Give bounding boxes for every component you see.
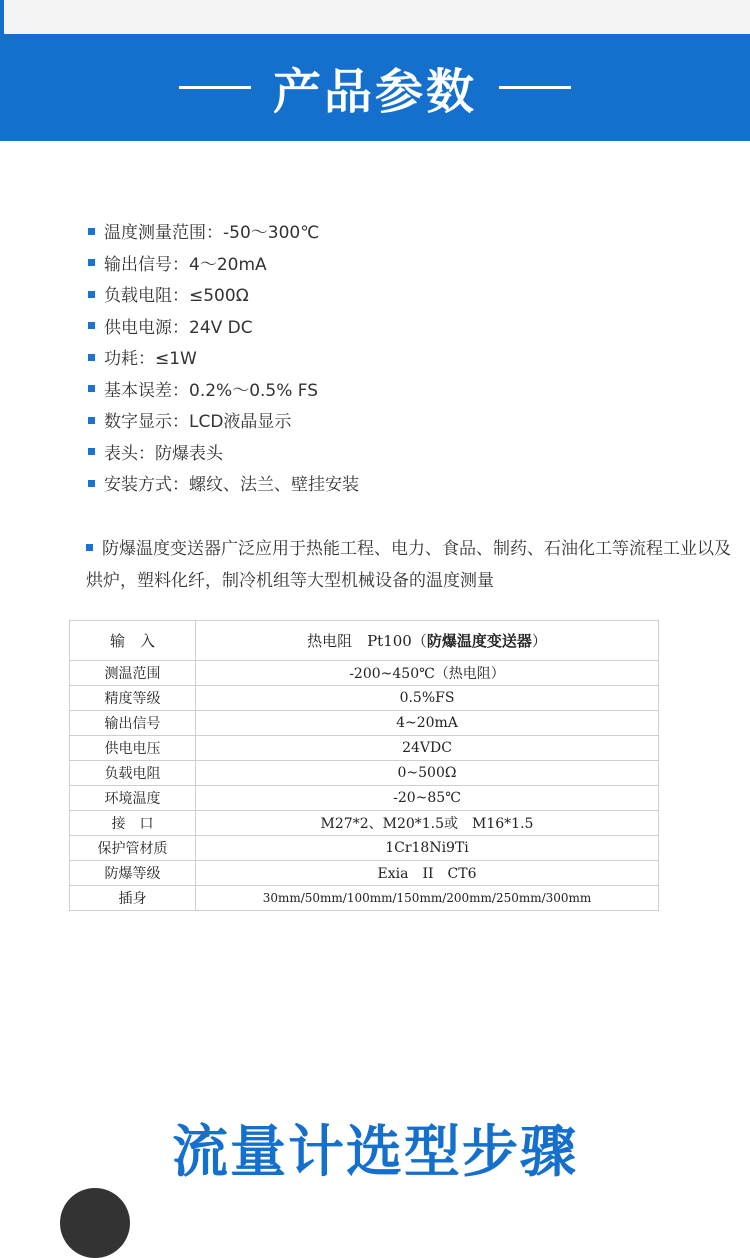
- square-bullet-icon: [86, 544, 93, 551]
- spec-item: [88, 407, 359, 439]
- row-label: 接 口: [70, 811, 196, 836]
- table-header-value: [196, 621, 659, 661]
- section-title-selection-steps: 流量计选型步骤: [172, 1120, 578, 1185]
- header-value-suffix: ）: [531, 632, 547, 650]
- row-value: -200~450℃（热电阻）: [196, 661, 659, 686]
- spec-text: 供电电源：24V DC: [104, 317, 253, 338]
- row-value: 1Cr18Ni9Ti: [196, 836, 659, 861]
- table-row: [70, 686, 659, 711]
- table-row: [70, 861, 659, 886]
- row-label: 防爆等级: [70, 861, 196, 886]
- spec-list: [88, 218, 359, 502]
- square-bullet-icon: [88, 228, 95, 235]
- square-bullet-icon: [88, 259, 95, 266]
- header-value-prefix: 热电阻 Pt100（: [307, 632, 427, 650]
- spec-text: 数字显示：LCD液晶显示: [104, 412, 292, 432]
- spec-text: 输出信号：4～20mA: [104, 254, 267, 275]
- row-value: Exia II CT6: [196, 861, 659, 886]
- row-label: 插身: [70, 886, 196, 911]
- description-text: 防爆温度变送器广泛应用于热能工程、电力、食品、制药、石油化工等流程工业以及烘炉，塑料化纤，制冷机组等大型机械设备的温度测量: [86, 539, 731, 591]
- row-value: 24VDC: [196, 736, 659, 761]
- square-bullet-icon: [88, 417, 95, 424]
- square-bullet-icon: [88, 448, 95, 455]
- table-row: [70, 786, 659, 811]
- row-label: 精度等级: [70, 686, 196, 711]
- spec-item: [88, 250, 359, 282]
- parameter-table: [69, 620, 659, 911]
- row-label: 负载电阻: [70, 761, 196, 786]
- row-value: 0~500Ω: [196, 761, 659, 786]
- banner-title: 产品参数: [272, 64, 477, 120]
- decorative-circle: [60, 1188, 130, 1258]
- row-label: 输出信号: [70, 711, 196, 736]
- table-row: [70, 836, 659, 861]
- banner-dash-right: [499, 86, 571, 89]
- table-row: [70, 811, 659, 836]
- table-header-label: 输 入: [70, 621, 196, 661]
- row-value: 0.5%FS: [196, 686, 659, 711]
- table-header-row: [70, 621, 659, 661]
- spec-item: [88, 439, 359, 471]
- spec-text: 表头：防爆表头: [104, 443, 223, 464]
- table-row: [70, 711, 659, 736]
- banner-dash-left: [179, 86, 251, 89]
- spec-text: 基本误差：0.2%～0.5% FS: [104, 380, 319, 401]
- table-row: [70, 886, 659, 911]
- square-bullet-icon: [88, 291, 95, 298]
- row-value: 4~20mA: [196, 711, 659, 736]
- section-banner: [0, 34, 750, 141]
- top-strip: [0, 0, 750, 34]
- spec-item: [88, 470, 359, 502]
- spec-text: 功耗：≤1W: [104, 349, 197, 369]
- spec-item: [88, 313, 359, 345]
- spec-item: [88, 281, 359, 313]
- row-label: 环境温度: [70, 786, 196, 811]
- spec-item: [88, 344, 359, 376]
- square-bullet-icon: [88, 385, 95, 392]
- row-value: -20~85℃: [196, 786, 659, 811]
- square-bullet-icon: [88, 480, 95, 487]
- row-value: M27*2、M20*1.5或 M16*1.5: [196, 811, 659, 836]
- table-row: [70, 761, 659, 786]
- row-label: 保护管材质: [70, 836, 196, 861]
- spec-item: [88, 218, 359, 250]
- square-bullet-icon: [88, 322, 95, 329]
- spec-text: 负载电阻：≤500Ω: [104, 286, 249, 306]
- row-label: 供电电压: [70, 736, 196, 761]
- table-row: [70, 736, 659, 761]
- table-row: [70, 661, 659, 686]
- spec-text: 安装方式：螺纹、法兰、壁挂安装: [104, 475, 359, 495]
- header-value-strong: 防爆温度变送器: [426, 632, 532, 650]
- row-value: 30mm/50mm/100mm/150mm/200mm/250mm/300mm: [196, 886, 659, 911]
- row-label: 测温范围: [70, 661, 196, 686]
- square-bullet-icon: [88, 354, 95, 361]
- application-description: [86, 533, 746, 597]
- spec-item: [88, 376, 359, 408]
- spec-text: 温度测量范围：-50～300℃: [104, 223, 320, 243]
